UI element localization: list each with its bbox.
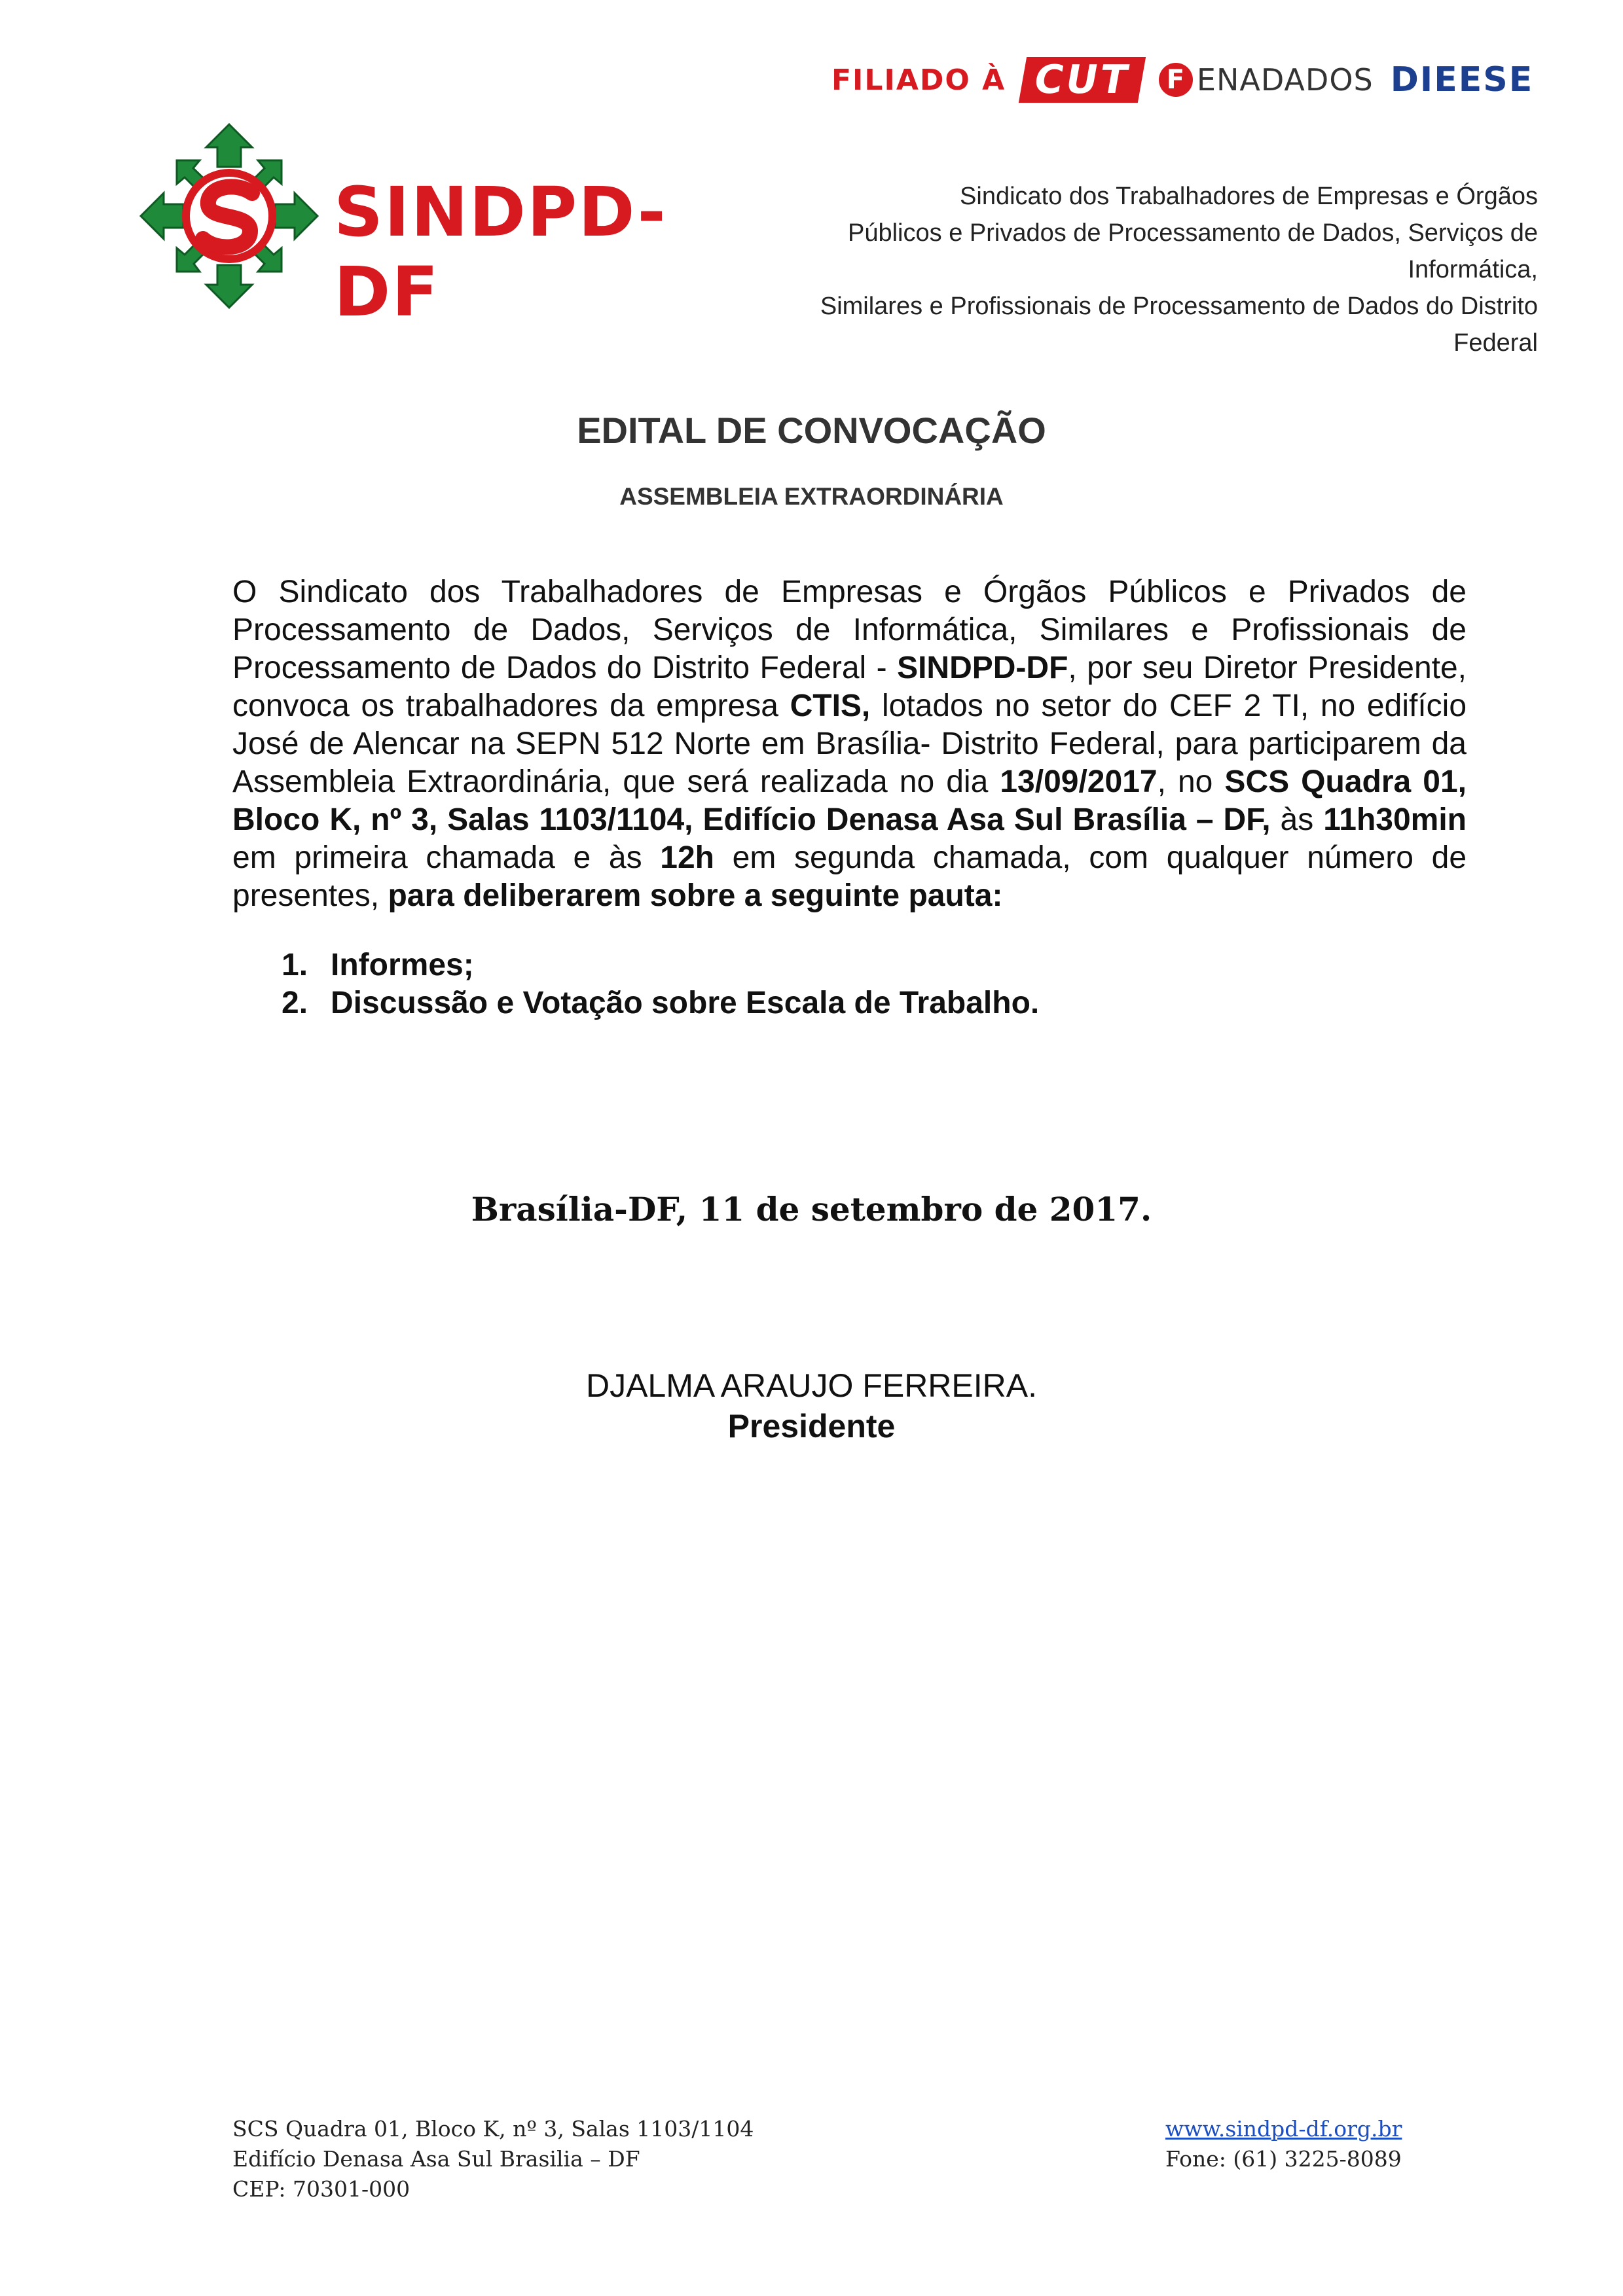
second-call-time: 12h — [660, 840, 714, 875]
dieese-logo: DIEESE — [1390, 60, 1534, 99]
body-text-segment: , por seu Diretor Presidente, convoca os trabalhadores da empresa — [232, 651, 1467, 723]
footer-address-line: Edifício Denasa Asa Sul Brasilia – DF — [232, 2146, 640, 2172]
fenadados-logo-letter: F — [1159, 63, 1193, 97]
document-subtitle: ASSEMBLEIA EXTRAORDINÁRIA — [619, 483, 1004, 510]
convocation-paragraph — [232, 573, 1467, 915]
body-text-segment: O Sindicato dos Trabalhadores de Empresas e Órgãos Públicos e Privados de Processamento de Dados, Serviços de Informática, Similares e Profissionais de Processamento de Dados do Distrito Federal - — [232, 575, 1467, 685]
signer-role: Presidente — [727, 1408, 896, 1444]
footer-address-line: SCS Quadra 01, Bloco K, nº 3, Salas 1103/1104 — [232, 2116, 754, 2142]
agenda-intro: para deliberarem sobre a seguinte pauta: — [388, 878, 1003, 913]
company-name: CTIS, — [790, 689, 871, 723]
agenda-item-text: Discussão e Votação sobre Escala de Trabalho. — [331, 986, 1040, 1020]
body-text-segment: às — [1270, 802, 1324, 837]
union-name: SINDPD-DF — [897, 651, 1068, 685]
document-title: EDITAL DE CONVOCAÇÃO — [577, 410, 1046, 451]
footer-address-line: CEP: 70301-000 — [232, 2176, 410, 2202]
meeting-venue: SCS Quadra 01, Bloco K, nº 3, Salas 1103/1104, Edifício Denasa Asa Sul Brasília – DF, — [232, 764, 1467, 837]
body-text-segment: em segunda chamada, com qualquer número de presentes, — [232, 840, 1467, 913]
place-and-date: Brasília-DF, 11 de setembro de 2017. — [471, 1190, 1152, 1229]
union-description-line: Públicos e Privados de Processamento de Dados, Serviços de Informática, — [848, 219, 1538, 283]
signer-name: DJALMA ARAUJO FERREIRA. — [585, 1367, 1038, 1404]
sindpd-emblem-icon — [137, 121, 321, 311]
sindpd-logo — [137, 121, 727, 332]
union-description — [752, 178, 1538, 361]
sindpd-logo-text: SINDPD-DF — [334, 172, 667, 332]
agenda-item-number: 2. — [282, 986, 308, 1020]
union-description-line: Sindicato dos Trabalhadores de Empresas e Órgãos — [960, 183, 1538, 210]
footer-address — [232, 2114, 754, 2204]
union-description-line: Similares e Profissionais de Processamento de Dados do Distrito Federal — [820, 293, 1538, 357]
website-link[interactable]: www.sindpd-df.org.br — [1165, 2116, 1402, 2142]
phone-number: Fone: (61) 3225-8089 — [1165, 2146, 1402, 2172]
fenadados-logo — [1159, 62, 1374, 98]
footer-contact — [1165, 2114, 1402, 2174]
agenda-item-text: Informes; — [331, 948, 474, 982]
affiliated-label: FILIADO À — [831, 63, 1006, 97]
meeting-date: 13/09/2017 — [1000, 764, 1158, 799]
agenda-list — [282, 946, 1039, 1022]
agenda-item — [282, 946, 1039, 984]
body-text-segment: , no — [1157, 764, 1225, 799]
fenadados-logo-text: ENADADOS — [1196, 62, 1374, 98]
affiliations-bar — [831, 54, 1545, 106]
agenda-item-number: 1. — [282, 948, 308, 982]
first-call-time: 11h30min — [1323, 802, 1467, 837]
body-text-segment: em primeira chamada e às — [232, 840, 661, 875]
body-text-segment: lotados no setor do CEF 2 TI, no edifício José de Alencar na SEPN 512 Norte em Brasília- Distrito Federal, para participarem da Assembleia Extraordinária, que será realizada no dia — [232, 689, 1467, 799]
cut-logo: CUT — [1019, 57, 1146, 103]
agenda-item — [282, 984, 1039, 1022]
